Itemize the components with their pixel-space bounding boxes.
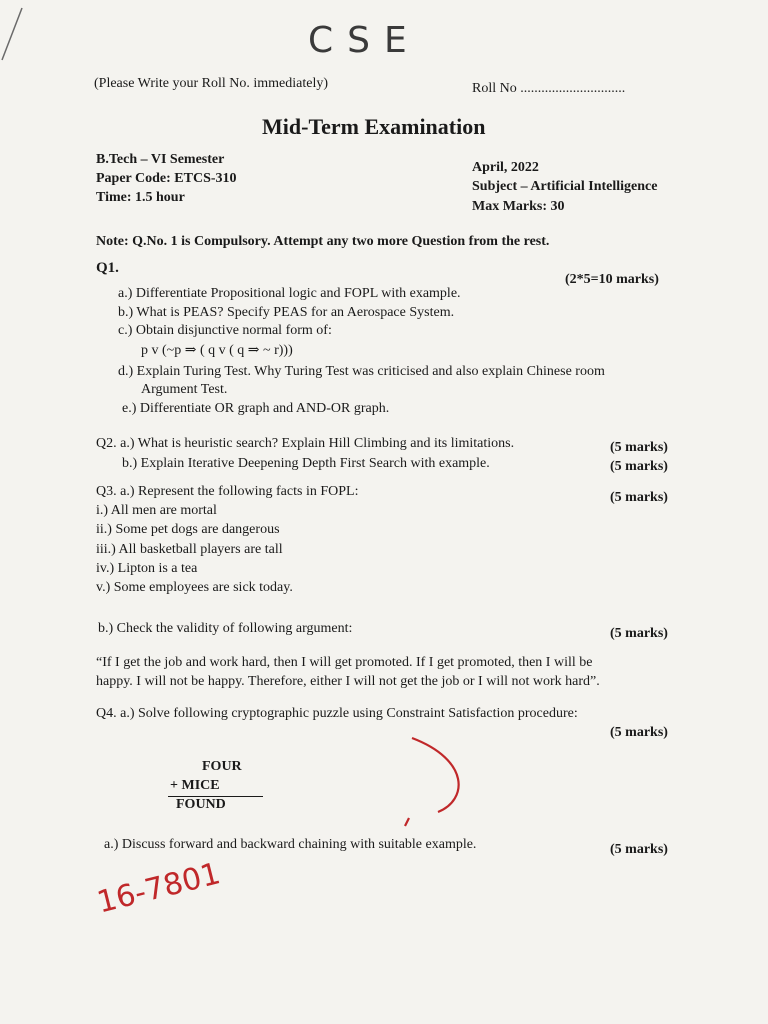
puzzle-line-four: FOUR	[202, 759, 242, 774]
roll-instruction: (Please Write your Roll No. immediately)	[94, 76, 329, 91]
roll-no-field: Roll No ..............................	[472, 81, 626, 96]
page-title: Mid-Term Examination	[262, 114, 486, 139]
q4-a-marks: (5 marks)	[610, 725, 668, 740]
puzzle-line-mice: + MICE	[170, 778, 220, 793]
q4-b-marks: (5 marks)	[610, 842, 668, 857]
q1-part-c-formula: p v (~p ⇒ ( q v ( q ⇒ ~ r)))	[141, 343, 293, 358]
q1-part-d: d.) Explain Turing Test. Why Turing Test was criticised and also explain Chinese room	[118, 364, 605, 379]
q1-part-c: c.) Obtain disjunctive normal form of:	[118, 323, 332, 338]
q3-argument-line2: happy. I will not be happy. Therefore, either I will not get the job or I will not work hard”.	[96, 674, 600, 689]
exam-time: Time: 1.5 hour	[96, 190, 185, 205]
q1-part-d-cont: Argument Test.	[141, 382, 228, 397]
q4-part-b: a.) Discuss forward and backward chaining with suitable example.	[104, 837, 477, 852]
corner-pen-stroke	[2, 8, 22, 60]
q3-fact: v.) Some employees are sick today.	[96, 580, 293, 595]
handwritten-cse-label: CSE	[308, 20, 421, 61]
q3-argument-line1: “If I get the job and work hard, then I will get promoted. If I get promoted, then I will be	[96, 655, 593, 670]
q3-part-b: b.) Check the validity of following argument:	[98, 621, 353, 636]
paper-code: Paper Code: ETCS-310	[96, 171, 237, 186]
note: Note: Q.No. 1 is Compulsory. Attempt any two more Question from the rest.	[96, 234, 550, 249]
q1-marks: (2*5=10 marks)	[565, 272, 659, 287]
q3-b-marks: (5 marks)	[610, 626, 668, 641]
q3-a-marks: (5 marks)	[610, 490, 668, 505]
q3-fact: iv.) Lipton is a tea	[96, 561, 198, 576]
q2-a-marks: (5 marks)	[610, 440, 668, 455]
red-bracket-mark	[405, 738, 459, 826]
q3-part-a: Q3. a.) Represent the following facts in FOPL:	[96, 484, 359, 499]
q2-part-b: b.) Explain Iterative Deepening Depth First Search with example.	[122, 456, 490, 471]
q1-part-a: a.) Differentiate Propositional logic and FOPL with example.	[118, 286, 461, 301]
q1-part-e: e.) Differentiate OR graph and AND-OR graph.	[122, 401, 390, 416]
puzzle-line-found: FOUND	[176, 797, 226, 812]
max-marks: Max Marks: 30	[472, 199, 565, 214]
q2-part-a: Q2. a.) What is heuristic search? Explain Hill Climbing and its limitations.	[96, 436, 515, 451]
q3-fact: iii.) All basketball players are tall	[96, 542, 283, 557]
handwritten-red-number: 16-7801	[93, 856, 224, 921]
exam-date: April, 2022	[472, 160, 539, 175]
q3-fact: ii.) Some pet dogs are dangerous	[96, 522, 280, 537]
q1-label: Q1.	[96, 260, 119, 276]
course-info: B.Tech – VI Semester	[96, 152, 225, 167]
q1-part-b: b.) What is PEAS? Specify PEAS for an Aerospace System.	[118, 305, 455, 320]
exam-subject: Subject – Artificial Intelligence	[472, 179, 658, 194]
q3-fact: i.) All men are mortal	[96, 503, 217, 518]
q2-b-marks: (5 marks)	[610, 459, 668, 474]
q4-part-a: Q4. a.) Solve following cryptographic puzzle using Constraint Satisfaction procedure:	[96, 706, 578, 721]
